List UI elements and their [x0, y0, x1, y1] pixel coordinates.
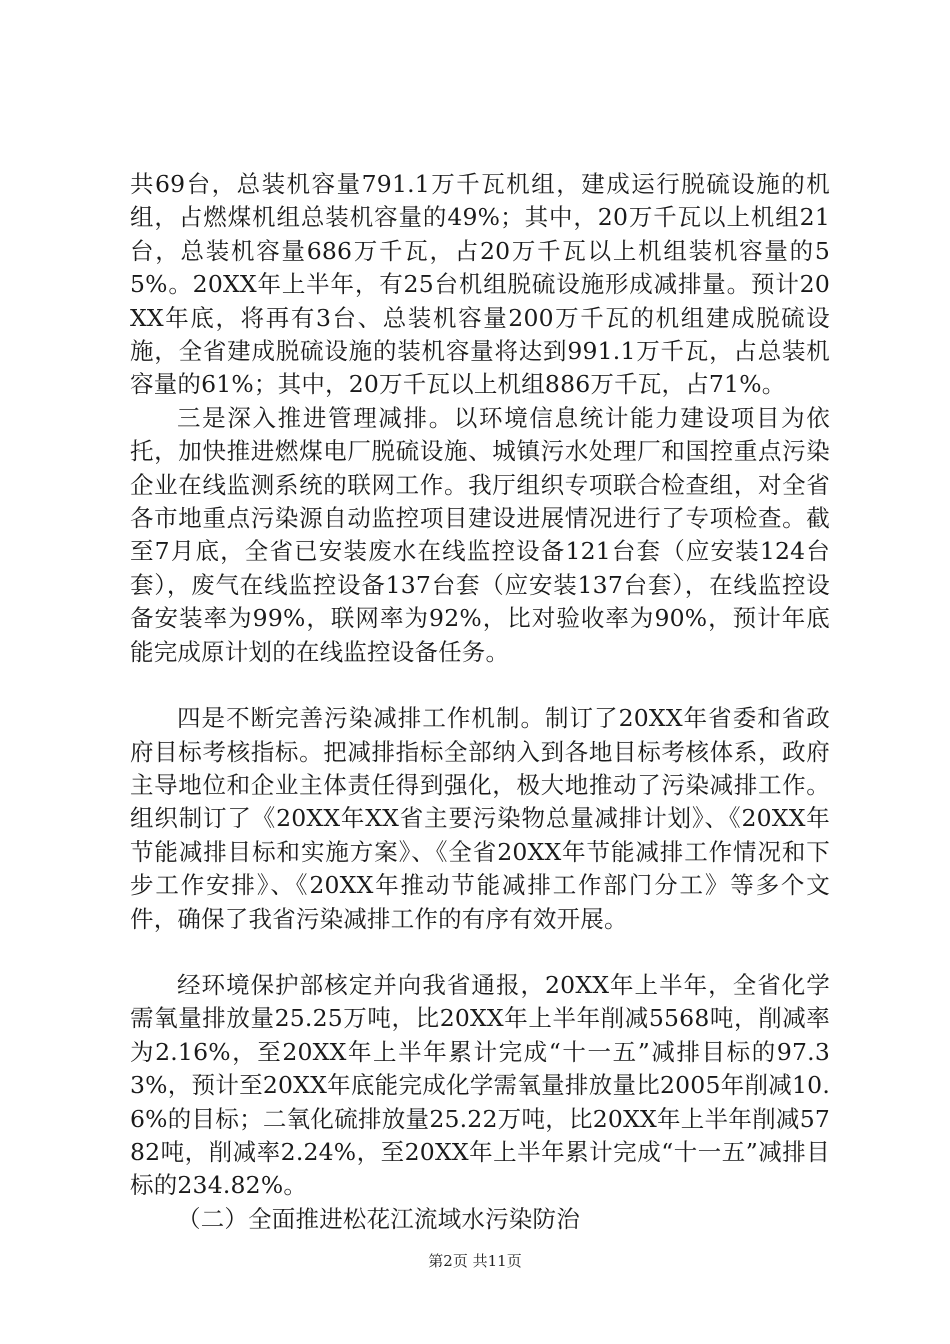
- document-body: [130, 168, 830, 1236]
- paragraph-work-mechanism: 四是不断完善污染减排工作机制。制订了20XX年省委和省政府目标考核指标。把减排指标全部纳入到各地目标考核体系，政府主导地位和企业主体责任得到强化，极大地推动了污染减排工作。组织制订了《20XX年XX省主要污染物总量减排计划》、《20XX年节能减排目标和实施方案》、《全省20XX年节能减排工作情况和下步工作安排》、《20XX年推动节能减排工作部门分工》等多个文件，确保了我省污染减排工作的有序有效开展。: [130, 704, 830, 933]
- page-number-footer: 第2页 共11页: [428, 1252, 522, 1270]
- section-heading-songhua-river: （二）全面推进松花江流域水污染防治: [177, 1204, 580, 1233]
- paragraph-management-reduction: 三是深入推进管理减排。以环境信息统计能力建设项目为依托，加快推进燃煤电厂脱硫设施、城镇污水处理厂和国控重点污染企业在线监测系统的联网工作。我厅组织专项联合检查组，对全省各市地重点污染源自动监控项目建设进展情况进行了专项检查。截至7月底，全省已安装废水在线监控设备121台套（应安装124台套），废气在线监控设备137台套（应安装137台套），在线监控设备安装率为99%，联网率为92%，比对验收率为90%，预计年底能完成原计划的在线监控设备任务。: [130, 403, 830, 666]
- paragraph-emission-results: 经环境保护部核定并向我省通报，20XX年上半年，全省化学需氧量排放量25.25万吨，比20XX年上半年削减5568吨，削减率为2.16%，至20XX年上半年累计完成“十一五”减排目标的97.33%，预计至20XX年底能完成化学需氧量排放量比2005年削减10.6%的目标；二氧化硫排放量25.22万吨，比20XX年上半年削减5782吨，削减率2.24%，至20XX年上半年累计完成“十一五”减排目标的234.82%。: [130, 970, 830, 1200]
- paragraph-desulfurization-units: 共69台，总装机容量791.1万千瓦机组，建成运行脱硫设施的机组，占燃煤机组总装机容量的49%；其中，20万千瓦以上机组21台，总装机容量686万千瓦，占20万千瓦以上机组装机容量的55%。20XX年上半年，有25台机组脱硫设施形成减排量。预计20XX年底，将再有3台、总装机容量200万千瓦的机组建成脱硫设施，全省建成脱硫设施的装机容量将达到991.1万千瓦，占总装机容量的61%；其中，20万千瓦以上机组886万千瓦，占71%。: [130, 170, 830, 399]
